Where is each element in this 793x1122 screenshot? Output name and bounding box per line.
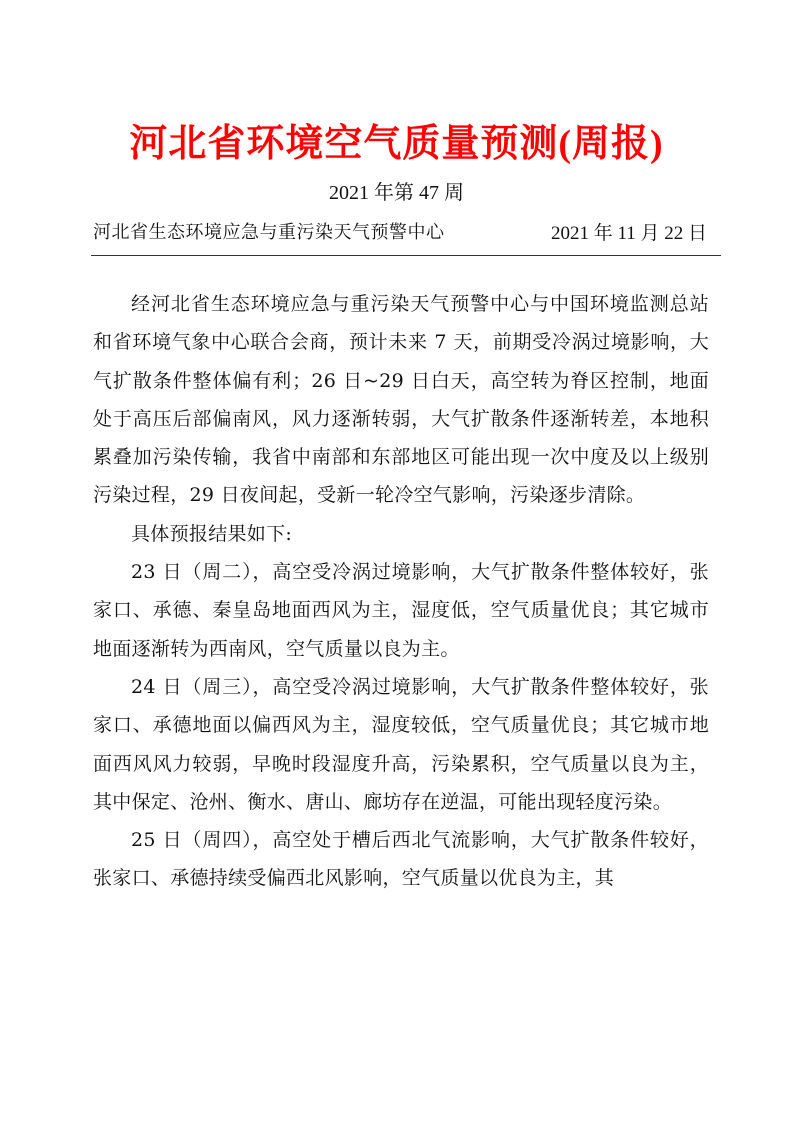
paragraph-intro: 具体预报结果如下:: [131, 522, 293, 545]
header-divider: [91, 255, 721, 256]
paragraph-summary: 经河北省生态环境应急与重污染天气预警中心与中国环境监测总站和省环境气象中心联合会商，预计未来 7 天，前期受冷涡过境影响，大气扩散条件整体偏有利；26 日~29 日白天，高空转为脊区控制，地面处于高压后部偏南风，风力逐渐转弱，大气扩散条件逐渐转差，本地积累叠加污染传输，我省中南部和东部地区可能出现一次中度及以上级别污染过程，29 日夜间起，受新一轮冷空气影响，污染逐步清除。: [93, 293, 709, 507]
report-body: [93, 285, 709, 898]
paragraph-day-25: 25 日（周四），高空处于槽后西北气流影响，大气扩散条件较好，张家口、承德持续受偏西北风影响，空气质量以优良为主，其: [93, 829, 709, 890]
week-label: 2021 年第 47 周: [329, 182, 464, 204]
issuer-label: 河北省生态环境应急与重污染天气预警中心: [93, 222, 445, 243]
paragraph-day-24: 24 日（周三），高空受冷涡过境影响，大气扩散条件整体较好，张家口、承德地面以偏西风为主，湿度较低，空气质量优良；其它城市地面西风风力较弱，早晚时段湿度升高，污染累积，空气质量以良为主，其中保定、沧州、衡水、唐山、廊坊存在逆温，可能出现轻度污染。: [93, 675, 709, 813]
paragraph-day-23: 23 日（周二），高空受冷涡过境影响，大气扩散条件整体较好，张家口、承德、秦皇岛地面西风为主，湿度低，空气质量优良；其它城市地面逐渐转为西南风，空气质量以良为主。: [93, 561, 709, 660]
issue-date: 2021 年 11 月 22 日: [550, 223, 707, 244]
report-title: 河北省环境空气质量预测(周报): [129, 123, 664, 165]
